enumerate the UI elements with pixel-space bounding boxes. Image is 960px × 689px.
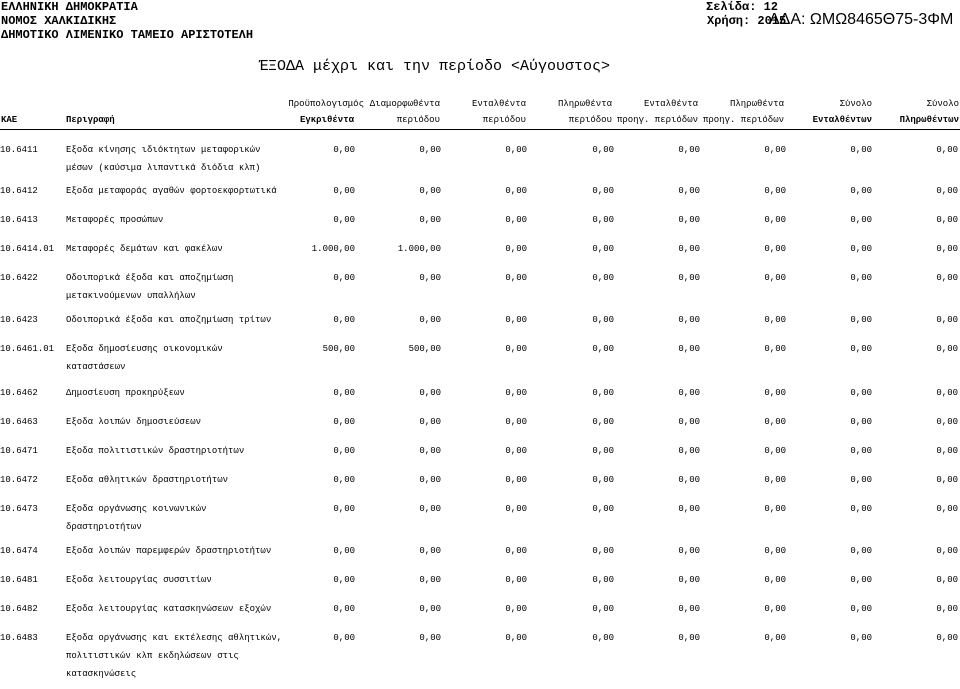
col-budget-bottom: Εγκριθέντα [299, 115, 354, 125]
row-value: 0,00 [505, 388, 527, 398]
row-value: 0,00 [936, 388, 958, 398]
row-value: 0,00 [333, 273, 355, 283]
row-description-line: Μεταφορές προσώπων [66, 215, 164, 225]
row-kae: 10.6463 [0, 417, 38, 427]
row-value: 0,00 [764, 145, 786, 155]
row-description-line: Εξοδα αθλητικών δραστηριοτήτων [66, 475, 229, 485]
row-value: 0,00 [592, 244, 614, 254]
row-kae: 10.6462 [0, 388, 38, 398]
row-description [66, 413, 286, 431]
row-kae: 10.6482 [0, 604, 38, 614]
row-value: 0,00 [678, 604, 700, 614]
row-value: 0,00 [333, 446, 355, 456]
row-value: 0,00 [592, 633, 614, 643]
row-value: 0,00 [764, 344, 786, 354]
row-value: 0,00 [678, 344, 700, 354]
col-prev-ordered-top: Ενταλθέντα [643, 99, 698, 109]
report-title: ΈΞΟΔΑ μέχρι και την περίοδο <Αύγουστος> [259, 58, 611, 75]
row-value: 0,00 [419, 575, 441, 585]
row-value: 0,00 [333, 504, 355, 514]
row-value: 0,00 [592, 145, 614, 155]
row-description-line: Εξοδα λοιπών παρεμφερών δραστηριοτήτων [66, 546, 272, 556]
col-prev-paid-bottom: προηγ. περιόδων [702, 115, 784, 125]
row-value: 0,00 [592, 604, 614, 614]
row-description-line: Εξοδα λοιπών δημοσιεύσεων [66, 417, 202, 427]
row-kae: 10.6414.01 [0, 244, 55, 254]
row-value: 0,00 [764, 417, 786, 427]
row-value: 0,00 [850, 546, 872, 556]
row-value: 0,00 [936, 575, 958, 585]
row-value: 0,00 [505, 145, 527, 155]
row-value: 0,00 [419, 504, 441, 514]
row-value: 0,00 [505, 604, 527, 614]
col-ordered-top: Ενταλθέντα [471, 99, 526, 109]
row-value: 0,00 [850, 504, 872, 514]
row-description [66, 311, 286, 329]
row-description-line: Οδοιπορικά έξοδα και αποζημίωση τρίτων [66, 315, 272, 325]
row-value: 0,00 [505, 504, 527, 514]
row-value: 0,00 [936, 186, 958, 196]
row-value: 0,00 [505, 186, 527, 196]
col-paid-bottom: περιόδου [568, 115, 612, 125]
row-kae: 10.6481 [0, 575, 38, 585]
row-value: 0,00 [592, 315, 614, 325]
org-header [1, 0, 253, 42]
row-value: 0,00 [505, 215, 527, 225]
row-kae: 10.6472 [0, 475, 38, 485]
row-description-line: Εξοδα λειτουργίας συσσιτίων [66, 575, 212, 585]
row-description-line: Εξοδα οργάνωσης κοινωνικών [66, 504, 207, 514]
row-value: 0,00 [505, 315, 527, 325]
row-value: 0,00 [592, 417, 614, 427]
row-value: 0,00 [764, 475, 786, 485]
row-value: 0,00 [678, 546, 700, 556]
row-description-line: Οδοιπορικά έξοδα και αποζημίωση [66, 273, 234, 283]
row-value: 0,00 [419, 546, 441, 556]
row-value: 0,00 [678, 186, 700, 196]
row-value: 0,00 [419, 633, 441, 643]
row-value: 0,00 [333, 215, 355, 225]
row-value: 0,00 [678, 145, 700, 155]
row-value: 0,00 [936, 315, 958, 325]
row-value: 0,00 [505, 344, 527, 354]
row-value: 0,00 [764, 244, 786, 254]
row-value: 0,00 [850, 344, 872, 354]
row-value: 0,00 [678, 575, 700, 585]
row-value: 0,00 [850, 388, 872, 398]
col-total-ordered-top: Σύνολο [839, 99, 872, 109]
row-description [66, 240, 286, 258]
row-kae: 10.6412 [0, 186, 38, 196]
row-value: 0,00 [333, 145, 355, 155]
row-description-line: μετακινούμενων υπαλλήλων [66, 291, 196, 301]
row-description [66, 211, 286, 229]
row-value: 0,00 [419, 315, 441, 325]
row-value: 0,00 [850, 215, 872, 225]
row-value: 0,00 [592, 344, 614, 354]
row-description [66, 182, 286, 200]
row-value: 0,00 [333, 315, 355, 325]
row-value: 0,00 [592, 575, 614, 585]
row-value: 0,00 [333, 186, 355, 196]
col-total-ordered-bottom: Ενταλθέντων [812, 115, 872, 125]
row-value: 0,00 [936, 604, 958, 614]
row-kae: 10.6474 [0, 546, 38, 556]
row-description [66, 471, 286, 489]
row-value: 0,00 [333, 546, 355, 556]
row-value: 0,00 [850, 604, 872, 614]
row-value: 1.000,00 [311, 244, 355, 254]
row-value: 0,00 [505, 575, 527, 585]
row-description [66, 442, 286, 460]
row-value: 1.000,00 [397, 244, 441, 254]
header-rule [0, 129, 960, 130]
col-formed-bottom: περιόδου [396, 115, 440, 125]
row-value: 0,00 [678, 446, 700, 456]
row-kae: 10.6471 [0, 446, 38, 456]
row-value: 0,00 [678, 273, 700, 283]
row-value: 0,00 [592, 446, 614, 456]
row-value: 0,00 [678, 315, 700, 325]
row-value: 0,00 [850, 145, 872, 155]
row-value: 0,00 [592, 388, 614, 398]
row-value: 0,00 [333, 604, 355, 614]
page-number: Σελίδα: 12 [706, 0, 779, 14]
row-kae: 10.6413 [0, 215, 38, 225]
row-value: 0,00 [592, 186, 614, 196]
org-line-2: ΝΟΜΟΣ ΧΑΛΚΙΔΙΚΗΣ [1, 14, 117, 28]
row-description-line: Εξοδα μεταφοράς αγαθών φορτοεκφορτωτικά [66, 186, 277, 196]
row-kae: 10.6473 [0, 504, 38, 514]
row-value: 0,00 [764, 273, 786, 283]
row-value: 0,00 [419, 215, 441, 225]
row-description [66, 141, 286, 177]
row-description-line: κατασκηνώσεις [66, 669, 137, 679]
row-value: 0,00 [333, 417, 355, 427]
row-value: 0,00 [592, 504, 614, 514]
row-value: 0,00 [419, 417, 441, 427]
col-paid-top: Πληρωθέντα [557, 99, 612, 109]
row-value: 0,00 [333, 633, 355, 643]
row-value: 0,00 [936, 633, 958, 643]
row-value: 0,00 [419, 273, 441, 283]
col-prev-paid-top: Πληρωθέντα [729, 99, 784, 109]
row-kae: 10.6483 [0, 633, 38, 643]
row-value: 0,00 [850, 417, 872, 427]
row-value: 0,00 [333, 475, 355, 485]
row-value: 0,00 [505, 417, 527, 427]
row-value: 0,00 [850, 475, 872, 485]
row-kae: 10.6461.01 [0, 344, 55, 354]
row-value: 0,00 [764, 215, 786, 225]
fiscal-year: Χρήση: 2015 [707, 14, 787, 28]
row-value: 0,00 [936, 417, 958, 427]
row-value: 0,00 [764, 633, 786, 643]
row-value: 0,00 [936, 475, 958, 485]
row-value: 0,00 [936, 546, 958, 556]
row-value: 0,00 [678, 633, 700, 643]
row-value: 0,00 [850, 633, 872, 643]
row-value: 0,00 [764, 446, 786, 456]
row-value: 0,00 [764, 388, 786, 398]
row-value: 0,00 [678, 244, 700, 254]
row-description [66, 600, 286, 618]
row-value: 0,00 [505, 546, 527, 556]
row-description-line: Εξοδα λειτουργίας κατασκηνώσεων εξοχών [66, 604, 272, 614]
row-description [66, 542, 286, 560]
row-value: 0,00 [850, 244, 872, 254]
col-ordered-bottom: περιόδου [482, 115, 526, 125]
col-prev-ordered-bottom: προηγ. περιόδων [616, 115, 698, 125]
row-value: 0,00 [764, 546, 786, 556]
row-value: 0,00 [592, 475, 614, 485]
row-description-line: δραστηριοτήτων [66, 522, 142, 532]
col-description: Περιγραφή [66, 115, 115, 125]
row-value: 0,00 [419, 475, 441, 485]
row-description-line: Εξοδα οργάνωσης και εκτέλεσης αθλητικών, [66, 633, 283, 643]
row-value: 0,00 [936, 215, 958, 225]
row-value: 0,00 [936, 244, 958, 254]
row-value: 0,00 [505, 273, 527, 283]
row-value: 0,00 [505, 446, 527, 456]
row-value: 500,00 [322, 344, 355, 354]
row-value: 0,00 [678, 475, 700, 485]
row-value: 0,00 [592, 215, 614, 225]
col-kae: ΚΑΕ [1, 115, 18, 125]
row-value: 0,00 [936, 344, 958, 354]
row-value: 0,00 [419, 388, 441, 398]
row-value: 0,00 [764, 604, 786, 614]
org-line-3: ΔΗΜΟΤΙΚΟ ΛΙΜΕΝΙΚΟ ΤΑΜΕΙΟ ΑΡΙΣΤΟΤΕΛΗ [1, 28, 254, 42]
row-description-line: καταστάσεων [66, 362, 126, 372]
row-description [66, 571, 286, 589]
row-description [66, 269, 286, 305]
row-value: 0,00 [936, 145, 958, 155]
row-value: 0,00 [419, 604, 441, 614]
ada-stamp: ΑΔΑ: ΩΜΩ8465Θ75-3ΦΜ [769, 11, 954, 28]
row-value: 0,00 [419, 446, 441, 456]
row-value: 0,00 [678, 388, 700, 398]
col-formed-top: Διαμορφωθέντα [369, 99, 440, 109]
row-description-line: Εξοδα κίνησης ιδιόκτητων μεταφορικών [66, 145, 261, 155]
col-total-paid-bottom: Πληρωθέντων [899, 115, 959, 125]
row-value: 0,00 [678, 215, 700, 225]
row-value: 0,00 [850, 446, 872, 456]
row-value: 0,00 [764, 186, 786, 196]
row-description-line: Εξοδα πολιτιστικών δραστηριοτήτων [66, 446, 245, 456]
row-kae: 10.6423 [0, 315, 38, 325]
row-value: 0,00 [505, 475, 527, 485]
row-description [66, 629, 286, 683]
row-value: 0,00 [678, 417, 700, 427]
row-value: 0,00 [505, 633, 527, 643]
row-kae: 10.6422 [0, 273, 38, 283]
col-budget-top: Προϋπολογισμός [288, 99, 364, 109]
row-description [66, 384, 286, 402]
row-description [66, 500, 286, 536]
row-description [66, 340, 286, 376]
row-value: 0,00 [678, 504, 700, 514]
row-value: 500,00 [408, 344, 441, 354]
row-value: 0,00 [505, 244, 527, 254]
row-value: 0,00 [936, 446, 958, 456]
row-value: 0,00 [764, 315, 786, 325]
org-line-1: ΕΛΛΗΝΙΚΗ ΔΗΜΟΚΡΑΤΙΑ [1, 0, 138, 14]
col-total-paid-top: Σύνολο [926, 99, 959, 109]
row-value: 0,00 [936, 273, 958, 283]
row-value: 0,00 [850, 315, 872, 325]
row-value: 0,00 [333, 575, 355, 585]
row-value: 0,00 [850, 186, 872, 196]
row-value: 0,00 [850, 575, 872, 585]
row-description-line: Δημοσίευση προκηρύξεων [66, 388, 185, 398]
row-value: 0,00 [592, 546, 614, 556]
row-description-line: Μεταφορές δεμάτων και φακέλων [66, 244, 223, 254]
row-description-line: πολιτιστικών κλπ εκδηλώσεων στις [66, 651, 239, 661]
row-value: 0,00 [333, 388, 355, 398]
row-description-line: Εξοδα δημοσίευσης οικονομικών [66, 344, 223, 354]
row-value: 0,00 [592, 273, 614, 283]
row-kae: 10.6411 [0, 145, 38, 155]
row-value: 0,00 [419, 145, 441, 155]
row-description-line: μέσων (καύσιμα λιπαντικά διόδια κλπ) [66, 163, 261, 173]
row-value: 0,00 [936, 504, 958, 514]
row-value: 0,00 [764, 575, 786, 585]
row-value: 0,00 [764, 504, 786, 514]
row-value: 0,00 [850, 273, 872, 283]
row-value: 0,00 [419, 186, 441, 196]
